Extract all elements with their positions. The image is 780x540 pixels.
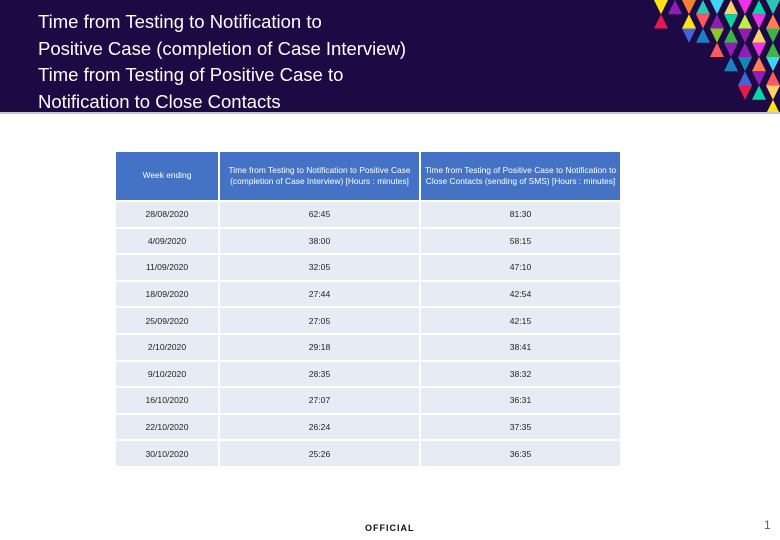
- mosaic-tile: [682, 0, 696, 14]
- close-contacts-time-cell: 36:35: [421, 441, 620, 466]
- mosaic-tile: [682, 29, 696, 43]
- mosaic-tile: [724, 0, 738, 14]
- positive-case-time-cell: 38:00: [220, 229, 419, 254]
- column-header-week-ending: Week ending: [116, 152, 218, 200]
- mosaic-tile: [752, 43, 766, 57]
- header-divider: [0, 112, 780, 114]
- close-contacts-time-cell: 42:15: [421, 308, 620, 333]
- slide-header: [0, 0, 780, 114]
- mosaic-tile: [710, 0, 724, 14]
- slide-title: [38, 9, 558, 114]
- week-ending-cell: 25/09/2020: [116, 308, 218, 333]
- mosaic-tile: [752, 71, 766, 85]
- mosaic-tile: [654, 14, 668, 28]
- mosaic-tile: [710, 29, 724, 43]
- mosaic-tile: [752, 86, 766, 100]
- table-header-row: [116, 152, 620, 200]
- mosaic-tile: [696, 29, 710, 43]
- mosaic-tile: [696, 0, 710, 14]
- page-number: 1: [764, 518, 771, 532]
- table-row: [116, 335, 620, 360]
- week-ending-cell: 4/09/2020: [116, 229, 218, 254]
- mosaic-tile: [724, 57, 738, 71]
- mosaic-tile: [738, 43, 752, 57]
- close-contacts-time-cell: 42:54: [421, 282, 620, 307]
- mosaic-tile: [654, 0, 668, 14]
- mosaic-tile: [752, 29, 766, 43]
- positive-case-time-cell: 27:05: [220, 308, 419, 333]
- table-row: [116, 308, 620, 333]
- mosaic-tile: [766, 14, 780, 28]
- title-line: Positive Case (completion of Case Interview): [38, 37, 407, 59]
- positive-case-time-cell: 25:26: [220, 441, 419, 466]
- title-line: Notification to Close Contacts: [38, 90, 281, 112]
- classification-label: OFFICIAL: [365, 523, 415, 533]
- mosaic-tile: [766, 0, 780, 14]
- positive-case-time-cell: 29:18: [220, 335, 419, 360]
- table-row: [116, 202, 620, 227]
- close-contacts-time-cell: 58:15: [421, 229, 620, 254]
- week-ending-cell: 11/09/2020: [116, 255, 218, 280]
- positive-case-time-cell: 27:44: [220, 282, 419, 307]
- mosaic-tile: [766, 71, 780, 85]
- table-row: [116, 388, 620, 413]
- week-ending-cell: 9/10/2020: [116, 362, 218, 387]
- positive-case-time-cell: 26:24: [220, 415, 419, 440]
- close-contacts-time-cell: 36:31: [421, 388, 620, 413]
- mosaic-tile: [738, 86, 752, 100]
- positive-case-time-cell: 62:45: [220, 202, 419, 227]
- close-contacts-time-cell: 38:32: [421, 362, 620, 387]
- table-row: [116, 362, 620, 387]
- mosaic-tile: [766, 57, 780, 71]
- mosaic-tile: [696, 14, 710, 28]
- mosaic-tile: [752, 14, 766, 28]
- title-line: Time from Testing to Notification to: [38, 11, 322, 32]
- column-header-time-to-close-contacts: Time from Testing of Positive Case to Notification to Close Contacts (sending of SMS) [Hours : minutes]: [421, 152, 620, 200]
- table-row: [116, 282, 620, 307]
- table-row: [116, 229, 620, 254]
- mosaic-tile: [738, 57, 752, 71]
- table-row: [116, 255, 620, 280]
- week-ending-cell: 18/09/2020: [116, 282, 218, 307]
- column-header-time-to-positive-case: Time from Testing to Notification to Positive Case (completion of Case Interview) [Hours : minutes]: [220, 152, 419, 200]
- week-ending-cell: 28/08/2020: [116, 202, 218, 227]
- positive-case-time-cell: 28:35: [220, 362, 419, 387]
- mosaic-tile: [738, 71, 752, 85]
- table-row: [116, 441, 620, 466]
- title-line: Time from Testing of Positive Case to: [38, 64, 344, 85]
- mosaic-tile: [668, 0, 682, 14]
- mosaic-tile: [682, 14, 696, 28]
- week-ending-cell: 30/10/2020: [116, 441, 218, 466]
- positive-case-time-cell: 32:05: [220, 255, 419, 280]
- mosaic-tile: [724, 29, 738, 43]
- close-contacts-time-cell: 47:10: [421, 255, 620, 280]
- mosaic-tile: [766, 86, 780, 100]
- week-ending-cell: 2/10/2020: [116, 335, 218, 360]
- mosaic-tile: [766, 43, 780, 57]
- mosaic-tile: [752, 57, 766, 71]
- week-ending-cell: 16/10/2020: [116, 388, 218, 413]
- mosaic-tile: [738, 0, 752, 14]
- week-ending-cell: 22/10/2020: [116, 415, 218, 440]
- turnaround-times-table: [114, 150, 622, 468]
- mosaic-tile: [752, 0, 766, 14]
- mosaic-tile: [710, 43, 724, 57]
- close-contacts-time-cell: 38:41: [421, 335, 620, 360]
- mosaic-tile: [738, 29, 752, 43]
- mosaic-tile: [766, 29, 780, 43]
- close-contacts-time-cell: 81:30: [421, 202, 620, 227]
- mosaic-tile: [738, 14, 752, 28]
- decorative-mosaic-graphic: [640, 0, 780, 114]
- mosaic-tile: [724, 14, 738, 28]
- mosaic-tile: [710, 14, 724, 28]
- positive-case-time-cell: 27:07: [220, 388, 419, 413]
- mosaic-tile: [724, 43, 738, 57]
- close-contacts-time-cell: 37:35: [421, 415, 620, 440]
- table-row: [116, 415, 620, 440]
